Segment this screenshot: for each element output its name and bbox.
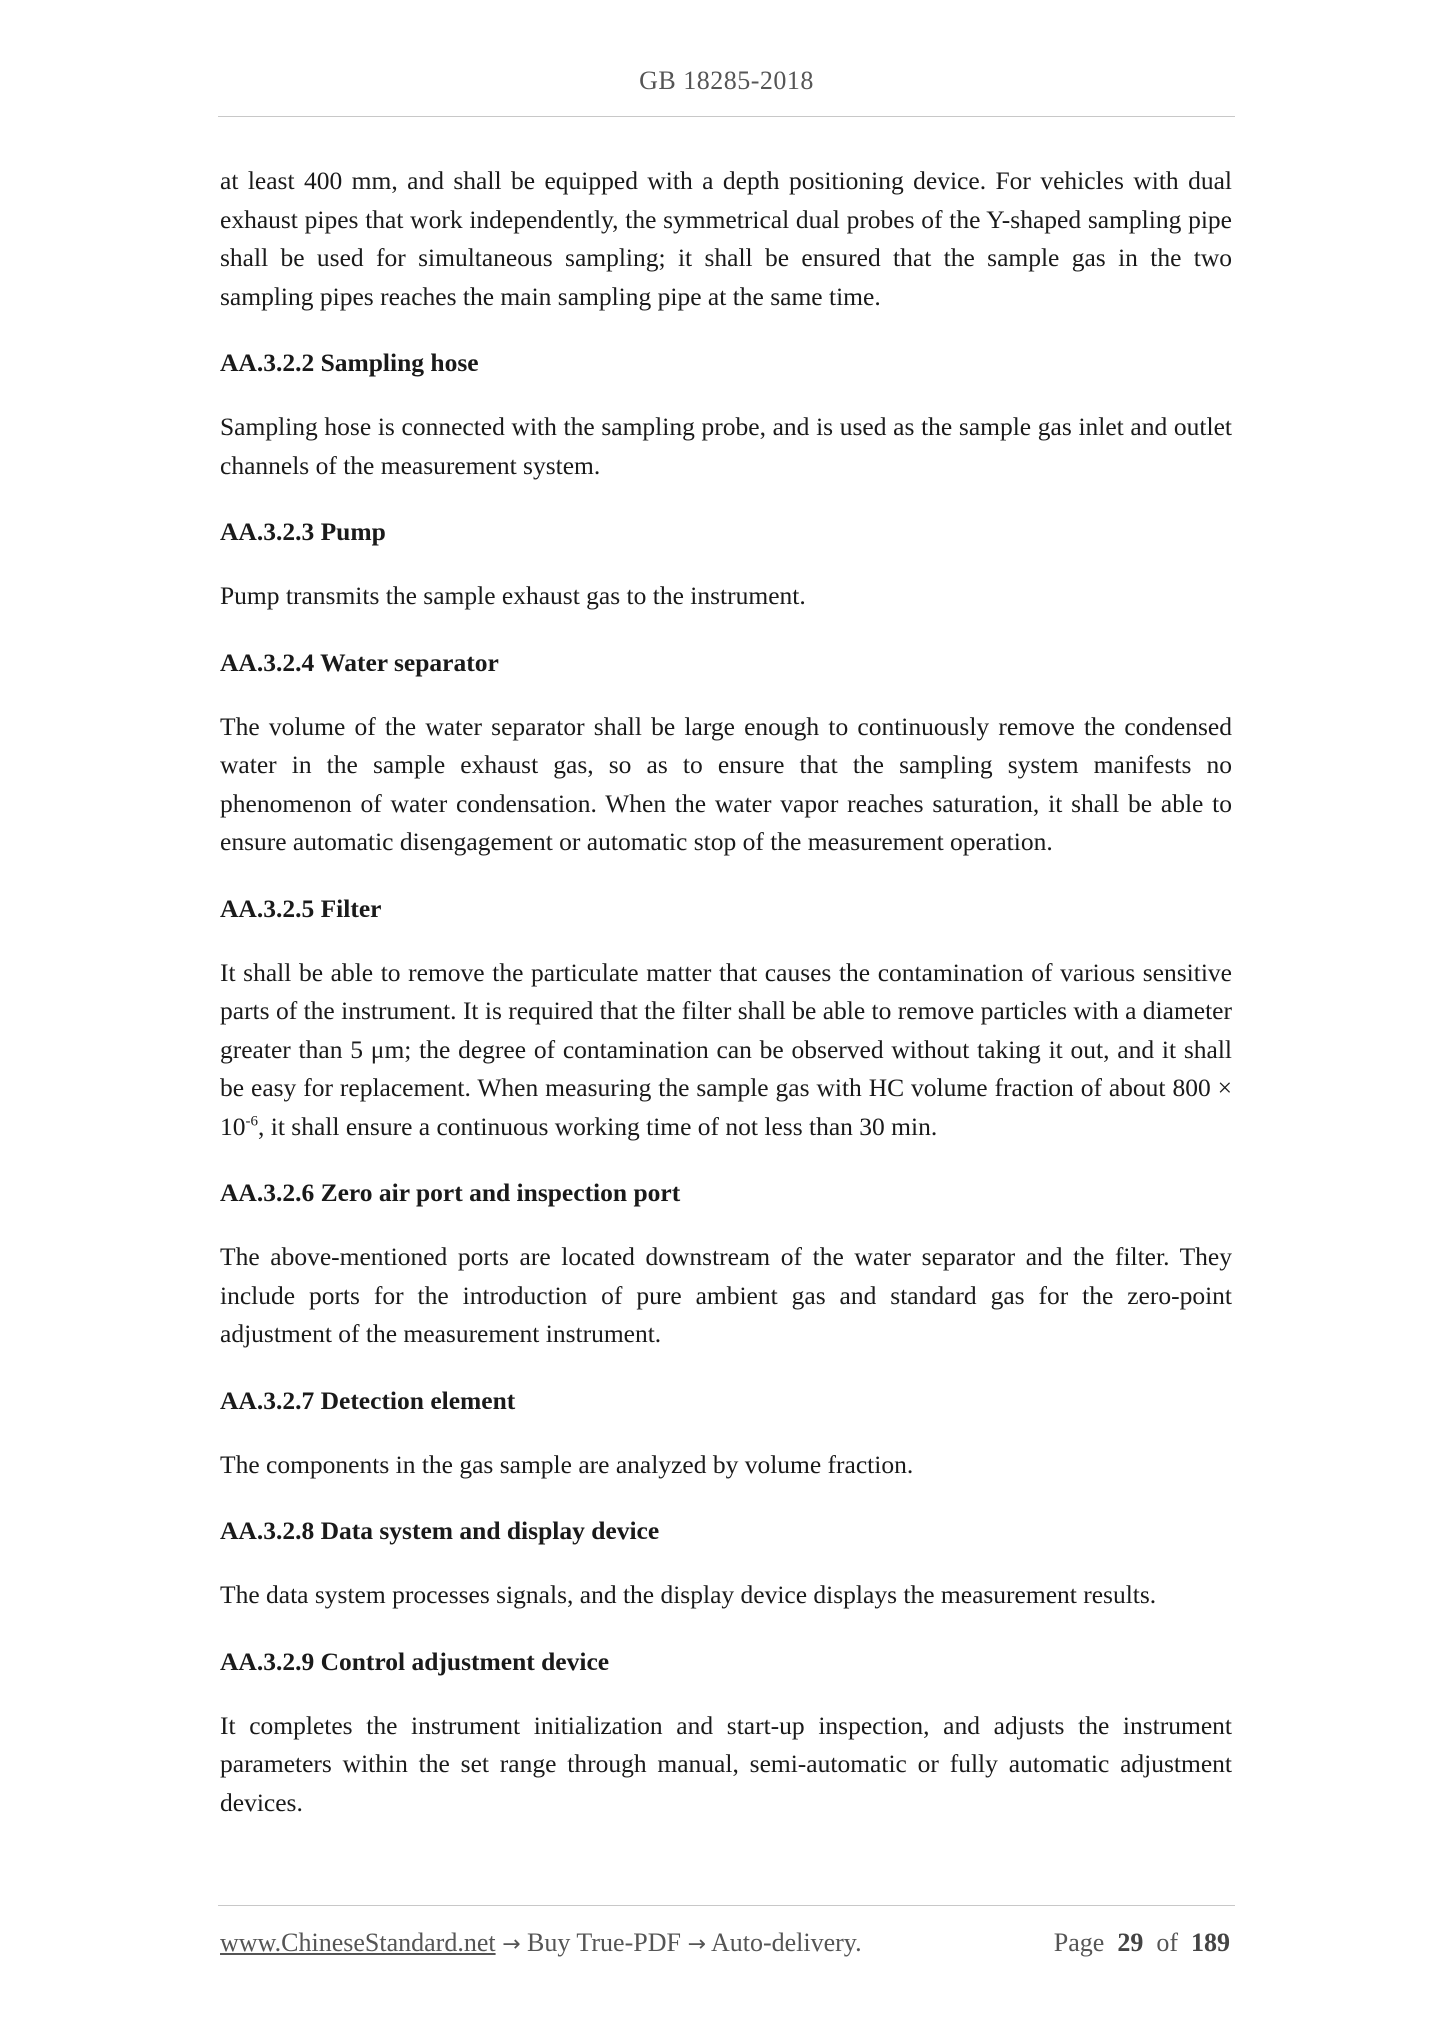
page-label: Page (1053, 1928, 1105, 1957)
heading-water-separator: AA.3.2.4 Water separator (220, 647, 499, 677)
paragraph-pump: Pump transmits the sample exhaust gas to the instrument. (220, 581, 806, 610)
heading-control-adjustment: AA.3.2.9 Control adjustment device (220, 1646, 610, 1676)
header-divider (218, 116, 1235, 117)
heading-zero-air-port: AA.3.2.6 Zero air port and inspection port (220, 1178, 681, 1207)
paragraph-water-separator: The volume of the water separator shall be large enough to continuously remove the condensed water in the sample exhaust gas, so as to ensure that the sampling system manifests no phenomenon of water condensation. When the water vapor reaches saturation, it shall be able to ensure automatic disengagement or automatic stop of the measurement operation. (220, 711, 1232, 856)
paragraph-data-system: The data system processes signals, and the display device displays the measurement results. (220, 1580, 1157, 1609)
site-link[interactable]: www.ChineseStandard.net (220, 1928, 496, 1957)
paragraph-filter (220, 954, 1232, 1147)
document-id-header: GB 18285-2018 (639, 66, 814, 95)
heading-detection-element: AA.3.2.7 Detection element (220, 1385, 516, 1415)
paragraph-control-adjustment: It completes the instrument initialization and start-up inspection, and adjusts the instrument parameters within the set range through manual, semi-automatic or fully automatic adjustment devices. (220, 1710, 1232, 1817)
footer-divider (218, 1905, 1235, 1906)
filter-text-before-exponent: It shall be able to remove the particulate matter that causes the contamination of various sensitive parts of the instrument. It is required that the filter shall be able to remove particles with a diameter greater than 5 μm; the degree of contamination can be observed without taking it out, and it shall be easy for replacement. When measuring the sample gas with HC volume fraction of about 800 × 10 (220, 957, 1232, 1141)
arrow-right-icon: → (502, 1932, 521, 1957)
page-content (220, 162, 1232, 1850)
delivery-text: Auto-delivery. (710, 1928, 862, 1957)
page-number: 29 (1117, 1928, 1144, 1957)
of-label: of (1156, 1928, 1178, 1957)
heading-filter: AA.3.2.5 Filter (220, 893, 382, 923)
paragraph-detection-element: The components in the gas sample are analyzed by volume fraction. (220, 1449, 914, 1479)
paragraph-zero-air-port: The above-mentioned ports are located downstream of the water separator and the filter. They include ports for the introduction of pure ambient gas and standard gas for the zero-point adjustment of the measurement instrument. (220, 1242, 1232, 1348)
page-indicator (1054, 1928, 1230, 1958)
buy-text: Buy True-PDF (527, 1928, 681, 1957)
exponent-superscript: -6 (245, 1113, 258, 1129)
filter-text-after-exponent: , it shall ensure a continuous working time of not less than 30 min. (258, 1111, 938, 1141)
heading-pump: AA.3.2.3 Pump (220, 517, 386, 546)
intro-paragraph: at least 400 mm, and shall be equipped with a depth positioning device. For vehicles with dual exhaust pipes that work independently, the symmetrical dual probes of the Y-shaped sampling pipe shall be used for simultaneous sampling; it shall be ensured that the sample gas in the two sampling pipes reaches the main sampling pipe at the same time. (220, 166, 1232, 311)
total-pages: 189 (1191, 1928, 1230, 1957)
arrow-right-icon: → (687, 1932, 706, 1957)
heading-data-system: AA.3.2.8 Data system and display device (220, 1516, 660, 1545)
paragraph-sampling-hose: Sampling hose is connected with the sampling probe, and is used as the sample gas inlet and outlet channels of the measurement system. (220, 412, 1232, 480)
heading-sampling-hose: AA.3.2.2 Sampling hose (220, 348, 479, 377)
footer-promo (220, 1928, 862, 1958)
